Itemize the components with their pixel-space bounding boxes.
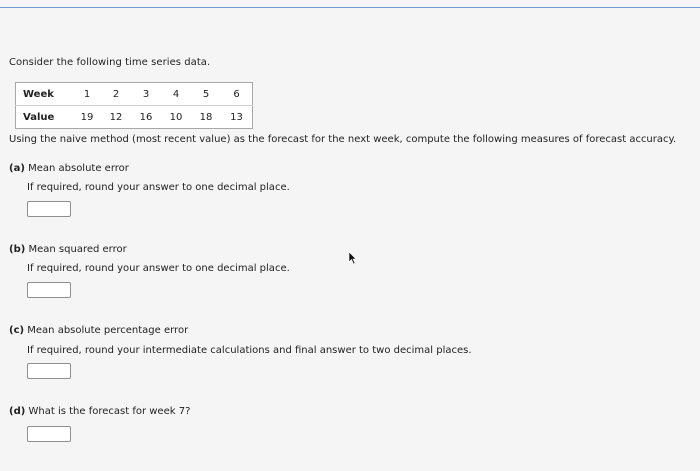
part-d-answer-input[interactable] <box>27 426 71 442</box>
part-b-tag: (b) <box>9 244 26 255</box>
intro-text: Consider the following time series data. <box>9 57 211 68</box>
part-d-title: What is the forecast for week 7? <box>28 406 191 417</box>
part-c-label <box>9 325 188 336</box>
part-c-title: Mean absolute percentage error <box>27 325 189 336</box>
part-a-tag: (a) <box>9 163 25 174</box>
time-series-table <box>15 82 253 129</box>
top-divider <box>0 7 700 8</box>
table-cell: 3 <box>131 83 161 106</box>
part-a-label <box>9 163 129 174</box>
row-header-week: Week <box>16 83 74 106</box>
part-d-tag: (d) <box>9 406 26 417</box>
table-cell: 13 <box>230 111 243 123</box>
table-cell: 19 <box>80 111 94 123</box>
table-cell: 2 <box>101 83 131 106</box>
part-c-tag: (c) <box>9 325 25 336</box>
table-row-value <box>16 106 253 129</box>
part-c-hint: If required, round your intermediate calculations and final answer to two decimal places. <box>27 345 472 356</box>
part-b-title: Mean squared error <box>28 244 127 255</box>
table-cell: 5 <box>191 83 221 106</box>
table-cell: 10 <box>169 111 183 123</box>
part-b-hint: If required, round your answer to one decimal place. <box>27 263 290 274</box>
table-cell: 16 <box>139 111 153 123</box>
part-b-label <box>9 244 127 255</box>
table-cell: 6 <box>221 83 253 106</box>
table-cell: 4 <box>161 83 191 106</box>
instructions-text: Using the naive method (most recent value) as the forecast for the next week, compute the following measures of forecast accuracy. <box>9 134 677 145</box>
table-cell: 1 <box>73 83 101 106</box>
part-b-answer-input[interactable] <box>27 282 71 298</box>
table-cell: 12 <box>109 111 123 123</box>
part-a-hint: If required, round your answer to one decimal place. <box>27 182 290 193</box>
part-a-title: Mean absolute error <box>28 163 129 174</box>
part-d-label <box>9 406 190 417</box>
table-cell: 18 <box>199 111 213 123</box>
part-c-answer-input[interactable] <box>27 363 71 379</box>
table-row-week <box>16 83 253 106</box>
mouse-pointer-icon <box>345 251 357 265</box>
row-header-value: Value <box>23 111 55 123</box>
part-a-answer-input[interactable] <box>27 201 71 217</box>
